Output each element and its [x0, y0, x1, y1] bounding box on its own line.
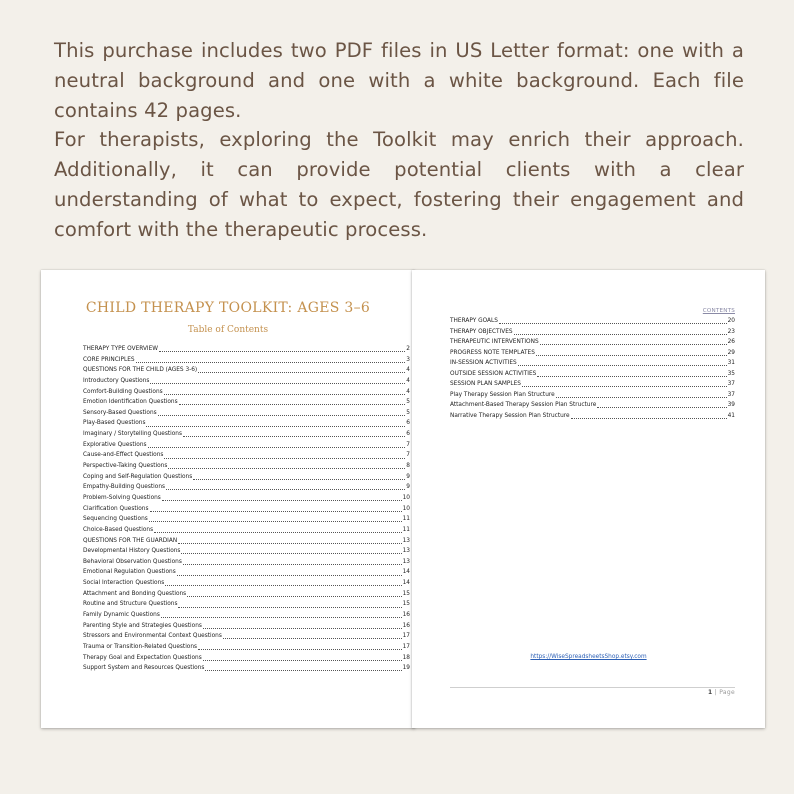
toc-entry-page: 35	[727, 370, 735, 377]
toc-list	[83, 344, 410, 674]
toc-dot-leader	[181, 552, 401, 554]
toc-entry-page: 5	[406, 399, 410, 406]
toc-entry-title: Support System and Resources Questions	[83, 665, 205, 672]
toc-dot-leader	[198, 648, 402, 650]
toc-entry-title: Cause-and-Effect Questions	[83, 452, 164, 459]
toc-entry-page: 6	[406, 431, 410, 438]
toc-entry-page: 3	[406, 356, 410, 363]
toc-entry-page: 14	[402, 569, 410, 576]
toc-dot-leader	[178, 542, 401, 544]
toc-entry-page: 7	[406, 441, 410, 448]
toc-entry[interactable]	[450, 411, 735, 422]
toc-entry-title: PROGRESS NOTE TEMPLATES	[450, 349, 535, 356]
toc-entry[interactable]	[450, 348, 735, 359]
toc-entry[interactable]	[450, 358, 735, 369]
toc-entry[interactable]	[83, 387, 410, 398]
toc-entry-title: THERAPEUTIC INTERVENTIONS	[450, 339, 539, 346]
toc-entry-page: 16	[402, 622, 410, 629]
toc-entry-title: Trauma or Transition-Related Questions	[83, 643, 198, 650]
toc-entry-page: 17	[402, 633, 410, 640]
toc-entry-title: QUESTIONS FOR THE GUARDIAN	[83, 537, 178, 544]
toc-entry-title: THERAPY OBJECTIVES	[450, 328, 513, 335]
toc-entry[interactable]	[83, 610, 410, 621]
toc-dot-leader	[522, 385, 727, 387]
toc-entry[interactable]	[83, 504, 410, 515]
toc-dot-leader	[571, 417, 727, 419]
toc-dot-leader	[203, 659, 402, 661]
toc-entry[interactable]	[83, 663, 410, 674]
toc-entry-title: Parenting Style and Strategies Questions	[83, 622, 202, 629]
toc-entry[interactable]	[83, 461, 410, 472]
toc-entry-page: 4	[406, 377, 410, 384]
toc-entry-title: Perspective-Taking Questions	[83, 463, 168, 470]
toc-entry-title: QUESTIONS FOR THE CHILD (AGES 3-6)	[83, 367, 198, 374]
toc-dot-leader	[597, 406, 726, 408]
toc-entry[interactable]	[83, 397, 410, 408]
toc-entry[interactable]	[83, 344, 410, 355]
toc-dot-leader	[514, 333, 727, 335]
toc-entry[interactable]	[83, 642, 410, 653]
toc-dot-leader	[166, 488, 405, 490]
intro-text	[54, 36, 744, 245]
toc-list-continued	[450, 316, 735, 421]
toc-dot-leader	[162, 499, 402, 501]
toc-entry[interactable]	[83, 621, 410, 632]
toc-entry-page: 6	[406, 420, 410, 427]
footer-divider	[450, 687, 735, 688]
toc-entry-page: 15	[402, 601, 410, 608]
contents-label: CONTENTS	[702, 308, 735, 314]
toc-entry[interactable]	[450, 316, 735, 327]
toc-entry-title: Sequencing Questions	[83, 516, 148, 523]
toc-dot-leader	[177, 574, 402, 576]
toc-entry-title: Developmental History Questions	[83, 548, 181, 555]
toc-entry-page: 5	[406, 409, 410, 416]
toc-entry-title: Empathy-Building Questions	[83, 484, 166, 491]
toc-entry-title: Emotional Regulation Questions	[83, 569, 176, 576]
toc-entry[interactable]	[83, 376, 410, 387]
toc-entry-title: Explorative Questions	[83, 441, 147, 448]
toc-entry-title: Clarification Questions	[83, 505, 149, 512]
toc-entry-title: Social Interaction Questions	[83, 580, 165, 587]
toc-entry-title: Stressors and Environmental Context Questions	[83, 633, 222, 640]
toc-entry-page: 7	[406, 452, 410, 459]
toc-dot-leader	[168, 467, 405, 469]
toc-entry-title: Play-Based Questions	[83, 420, 146, 427]
toc-entry-title: THERAPY TYPE OVERVIEW	[83, 345, 159, 352]
toc-page-preview-1	[41, 270, 415, 728]
toc-entry-page: 14	[402, 580, 410, 587]
toc-entry-title: Emotion Identification Questions	[83, 399, 178, 406]
toc-entry[interactable]	[83, 546, 410, 557]
toc-entry-title: Attachment and Bonding Questions	[83, 590, 187, 597]
toc-entry-title: Narrative Therapy Session Plan Structure	[450, 412, 570, 419]
toc-dot-leader	[150, 382, 405, 384]
toc-dot-leader	[183, 563, 402, 565]
toc-dot-leader	[187, 595, 401, 597]
toc-entry-page: 29	[727, 349, 735, 356]
toc-dot-leader	[158, 414, 406, 416]
toc-entry-page: 13	[402, 558, 410, 565]
toc-entry-title: Coping and Self-Regulation Questions	[83, 473, 193, 480]
toc-entry[interactable]	[450, 327, 735, 338]
toc-entry[interactable]	[83, 589, 410, 600]
toc-dot-leader	[150, 510, 402, 512]
document-title: CHILD THERAPY TOOLKIT: AGES 3–6	[85, 300, 371, 316]
intro-paragraph-2: For therapists, exploring the Toolkit may enrich their approach. Additionally, it can provide potential clients with a clear understanding of what to expect, fostering their engagement and comfort with the therapeutic process.	[54, 128, 744, 241]
toc-entry[interactable]	[450, 369, 735, 380]
toc-entry-page: 37	[727, 391, 735, 398]
toc-dot-leader	[537, 375, 726, 377]
toc-entry-page: 4	[406, 367, 410, 374]
page-number-value: 1	[708, 689, 713, 696]
toc-entry-title: Play Therapy Session Plan Structure	[450, 391, 555, 398]
toc-entry-title: Imaginary / Storytelling Questions	[83, 431, 183, 438]
toc-dot-leader	[164, 457, 405, 459]
toc-entry[interactable]	[83, 567, 410, 578]
toc-entry[interactable]	[83, 514, 410, 525]
toc-entry-page: 9	[406, 473, 410, 480]
toc-entry-title: Family Dynamic Questions	[83, 612, 160, 618]
toc-entry-page: 17	[402, 643, 410, 650]
shop-link[interactable]: https://WiseSpreadsheetsShop.etsy.com	[530, 654, 647, 660]
toc-entry-title: IN-SESSION ACTIVITIES	[450, 360, 517, 367]
toc-dot-leader	[154, 531, 402, 533]
toc-dot-leader	[193, 478, 405, 480]
toc-entry-page: 11	[402, 516, 410, 523]
toc-entry-title: THERAPY GOALS	[450, 318, 498, 324]
toc-entry[interactable]	[450, 400, 735, 411]
toc-dot-leader	[198, 371, 405, 373]
toc-entry-page: 9	[406, 484, 410, 491]
toc-entry-title: SESSION PLAN SAMPLES	[450, 381, 521, 388]
toc-dot-leader	[223, 637, 402, 639]
toc-dot-leader	[556, 396, 727, 398]
toc-entry[interactable]	[83, 440, 410, 451]
toc-entry-title: Behavioral Observation Questions	[83, 558, 182, 565]
toc-entry[interactable]	[450, 337, 735, 348]
toc-entry-title: Sensory-Based Questions	[83, 409, 157, 416]
toc-heading: Table of Contents	[187, 325, 269, 335]
toc-entry[interactable]	[83, 472, 410, 483]
page-label: Page	[719, 689, 735, 696]
page-number: 1 | Page	[708, 689, 735, 696]
toc-dot-leader	[161, 616, 402, 618]
toc-dot-leader	[149, 520, 402, 522]
toc-entry-title: OUTSIDE SESSION ACTIVITIES	[450, 370, 537, 377]
toc-entry-page: 26	[727, 339, 735, 346]
toc-dot-leader	[499, 322, 727, 324]
toc-dot-leader	[159, 350, 405, 352]
toc-entry-page: 15	[402, 590, 410, 597]
toc-entry[interactable]	[83, 599, 410, 610]
toc-entry[interactable]	[83, 493, 410, 504]
toc-entry-page: 37	[727, 381, 735, 388]
toc-entry-title: Problem-Solving Questions	[83, 494, 161, 501]
toc-entry-page: 18	[402, 654, 410, 661]
toc-dot-leader	[203, 627, 402, 629]
toc-dot-leader	[136, 361, 406, 363]
intro-paragraph-1: This purchase includes two PDF files in US Letter format: one with a neutral background and one with a white background. Each file contains 42 pages.	[54, 39, 744, 122]
toc-entry-title: Routine and Structure Questions	[83, 601, 178, 608]
toc-dot-leader	[179, 403, 406, 405]
toc-entry-page: 11	[402, 526, 410, 533]
toc-dot-leader	[164, 393, 406, 395]
toc-entry[interactable]	[83, 450, 410, 461]
toc-entry-page: 19	[402, 665, 410, 672]
toc-entry-page: 10	[402, 505, 410, 512]
toc-entry[interactable]	[450, 379, 735, 390]
toc-entry[interactable]	[450, 390, 735, 401]
toc-dot-leader	[540, 343, 727, 345]
toc-dot-leader	[146, 425, 405, 427]
toc-entry-title: Therapy Goal and Expectation Questions	[83, 654, 202, 661]
toc-entry[interactable]	[83, 653, 410, 664]
toc-entry-page: 23	[727, 328, 735, 335]
toc-entry-title: Attachment-Based Therapy Session Plan Structure	[450, 402, 597, 409]
toc-dot-leader	[205, 669, 401, 671]
toc-dot-leader	[178, 606, 401, 608]
toc-entry-page: 20	[727, 318, 735, 324]
toc-dot-leader	[183, 435, 405, 437]
toc-entry-page: 39	[727, 402, 735, 409]
toc-entry-title: CORE PRINCIPLES	[83, 356, 135, 363]
toc-entry[interactable]	[83, 482, 410, 493]
toc-entry-page: 31	[727, 360, 735, 367]
toc-entry[interactable]	[83, 557, 410, 568]
toc-entry[interactable]	[83, 525, 410, 536]
toc-entry-title: Comfort-Building Questions	[83, 388, 163, 395]
toc-entry-page: 2	[406, 345, 410, 352]
toc-entry[interactable]	[83, 536, 410, 547]
toc-dot-leader	[148, 446, 406, 448]
toc-entry-title: Introductory Questions	[83, 377, 150, 384]
toc-entry[interactable]	[83, 408, 410, 419]
toc-entry-page: 4	[406, 388, 410, 395]
toc-entry[interactable]	[83, 418, 410, 429]
toc-entry-page: 13	[402, 537, 410, 544]
toc-entry-page: 13	[402, 548, 410, 555]
toc-entry[interactable]	[83, 578, 410, 589]
toc-entry[interactable]	[83, 631, 410, 642]
toc-page-preview-2	[412, 270, 765, 728]
toc-entry-page: 8	[406, 463, 410, 470]
toc-entry[interactable]	[83, 355, 410, 366]
toc-dot-leader	[536, 354, 727, 356]
toc-entry[interactable]	[83, 365, 410, 376]
toc-entry-title: Choice-Based Questions	[83, 526, 154, 533]
toc-entry-page: 16	[402, 612, 410, 618]
toc-dot-leader	[165, 584, 401, 586]
toc-dot-leader	[518, 364, 727, 366]
toc-entry[interactable]	[83, 429, 410, 440]
toc-entry-page: 10	[402, 494, 410, 501]
toc-entry-page: 41	[727, 412, 735, 419]
